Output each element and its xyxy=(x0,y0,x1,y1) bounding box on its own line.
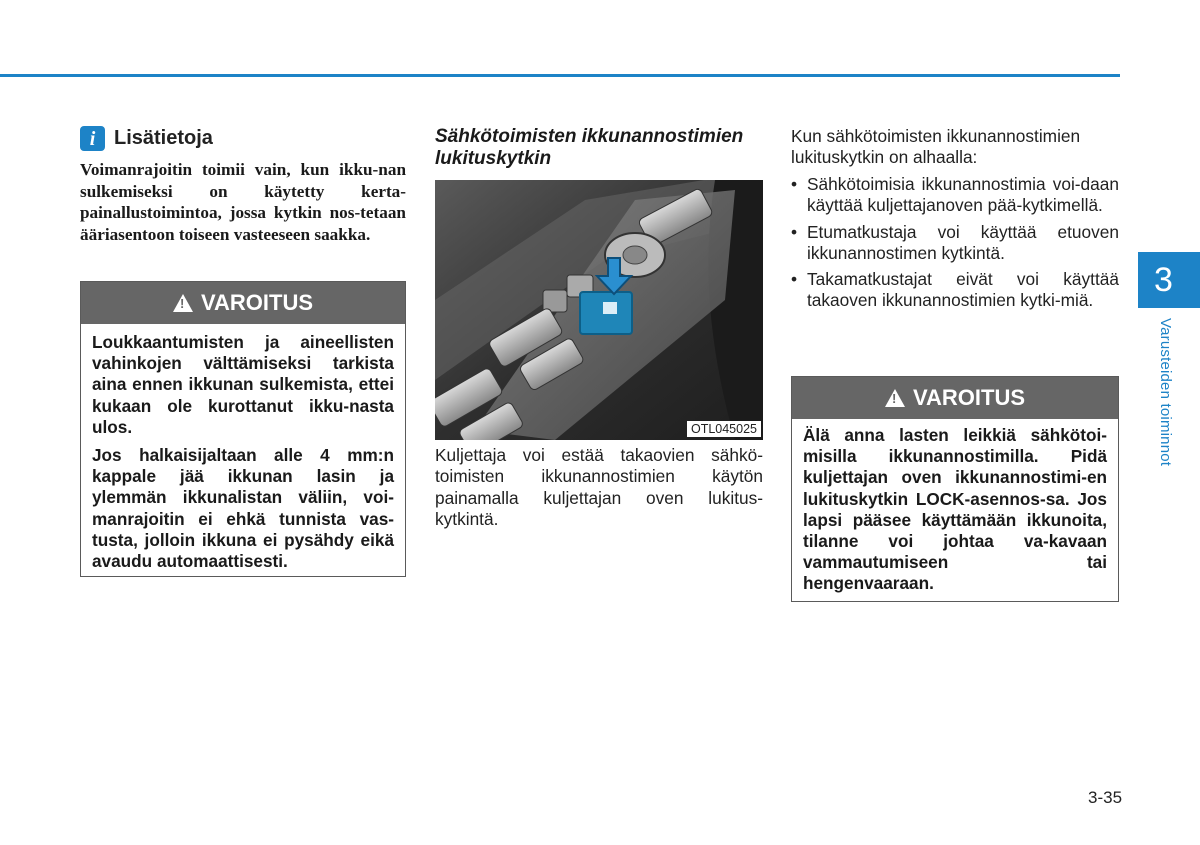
warning-box-2 xyxy=(791,376,1119,602)
door-switch-photo xyxy=(435,180,763,440)
warning-triangle-icon xyxy=(885,389,905,407)
chapter-title: Varusteiden toiminnot xyxy=(1157,318,1174,467)
warning-triangle-icon xyxy=(173,294,193,312)
info-icon: i xyxy=(80,126,105,151)
list-item: • Etumatkustaja voi käyttää etuoven ikkunannostimen kytkintä. xyxy=(791,222,1119,265)
lock-bullet-list xyxy=(791,174,1119,317)
image-code: OTL045025 xyxy=(687,421,761,437)
lock-intro: Kun sähkötoimisten ikkunannostimien lukituskytkin on alhaalla: xyxy=(791,126,1081,168)
header-rule xyxy=(0,74,1120,77)
page-number: 3-35 xyxy=(1088,788,1123,807)
warning-paragraph: Jos halkaisijaltaan alle 4 mm:n kappale jää ikkunan lasin ja ylemmän ikkunalistan väliin, voi-manrajoitin ei ehkä tunnista vas-tusta, jolloin ikkuna ei pysähdy eikä avaudu automaattisesti. xyxy=(92,445,394,572)
info-text: Voimanrajoitin toimii vain, kun ikku-nan sulkemiseksi on käytetty kerta-painallustoimintoa, jossa kytkin nos-tetaan ääriasentoon toiseen vasteeseen saakka. xyxy=(80,160,406,244)
warning-header xyxy=(792,377,1118,419)
list-item: • Takamatkustajat eivät voi käyttää takaoven ikkunannostimien kytki-miä. xyxy=(791,269,1119,312)
section-title: Sähkötoimisten ikkunannostimien lukituskytkin xyxy=(435,126,744,169)
window-switch-illustration xyxy=(435,180,763,440)
warning-label: VAROITUS xyxy=(912,385,1026,410)
chapter-tab: 3 xyxy=(1138,252,1200,308)
section-body: Kuljettaja voi estää takaovien sähkö-toimisten ikkunannostimien käytön painamalla kuljettajan oven lukitus-kytkintä. xyxy=(435,445,763,529)
warning-body: Älä anna lasten leikkiä sähkötoi-misilla ikkunannostimilla. Pidä kuljettajan oven ikkunannostimi-en lukituskytkin LOCK-asennos-sa. Jos lapsi pääsee käyttämään ikkunoita, tilanne voi johtaa va-kavaan vammautumiseen tai hengenvaaraan. xyxy=(803,425,1107,594)
warning-header xyxy=(81,282,405,324)
info-heading xyxy=(80,126,213,151)
list-item: • Sähkötoimisia ikkunannostimia voi-daan käyttää kuljettajanoven pää-kytkimellä. xyxy=(791,174,1119,217)
info-title: Lisätietoja xyxy=(114,127,213,149)
warning-paragraph: Loukkaantumisten ja aineellisten vahinkojen välttämiseksi tarkista aina ennen ikkunan sulkemista, ettei kukaan ole kurottanut ikku-nasta ulos. xyxy=(92,332,394,437)
warning-box-1 xyxy=(80,281,406,577)
warning-label: VAROITUS xyxy=(200,290,314,315)
warning-body xyxy=(81,324,405,585)
